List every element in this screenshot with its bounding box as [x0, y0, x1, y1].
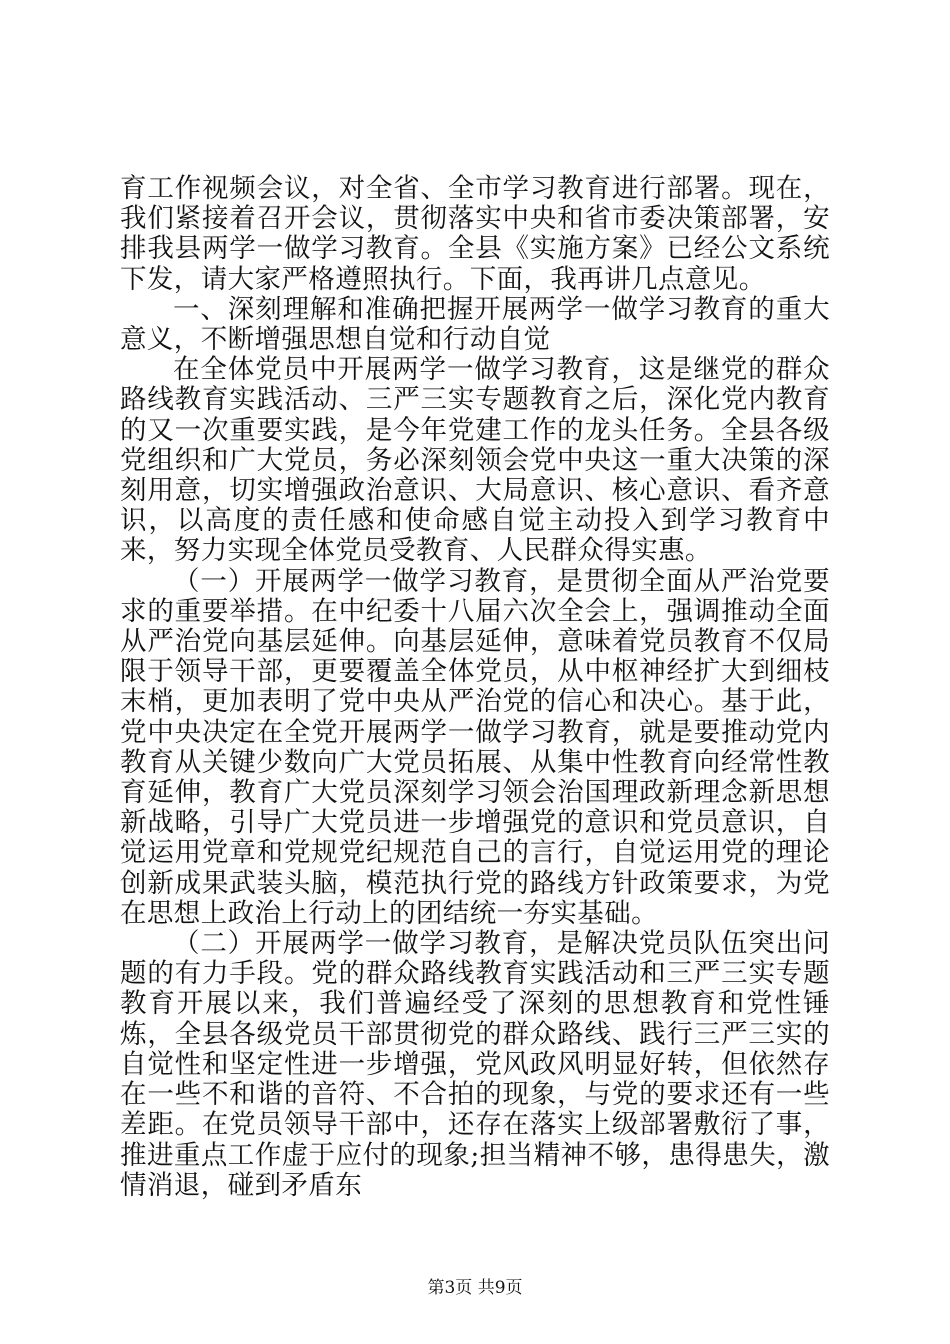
paragraph-2: 在全体党员中开展两学一做学习教育，这是继党的群众路线教育实践活动、三严三实专题教育之后，深化党内教育的又一次重要实践，是今年党建工作的龙头任务。全县各级党组织和广大党员，务必深刻领会党中央这一重大决策的深刻用意，切实增强政治意识、大局意识、核心意识、看齐意识，以高度的责任感和使命感自觉主动投入到学习教育中来，努力实现全体党员受教育、人民群众得实惠。 — [120, 354, 830, 567]
section-heading-1: 一、深刻理解和准确把握开展两学一做学习教育的重大意义，不断增强思想自觉和行动自觉 — [120, 293, 830, 356]
paragraph-3: （一）开展两学一做学习教育，是贯彻全面从严治党要求的重要举措。在中纪委十八届六次全会上，强调推动全面从严治党向基层延伸。向基层延伸，意味着党员教育不仅局限于领导干部，更要覆盖全体党员，从中枢神经扩大到细枝末梢，更加表明了党中央从严治党的信心和决心。基于此，党中央决定在全党开展两学一做学习教育，就是要推动党内教育从关键少数向广大党员拓展、从集中性教育向经常性教育延伸，教育广大党员深刻学习领会治国理政新理念新思想新战略，引导广大党员进一步增强党的意识和党员意识，自觉运用党章和党规党纪规范自己的言行，自觉运用党的理论创新成果武装头脑，模范执行党的路线方针政策要求，为党在思想上政治上行动上的团结统一夯实基础。 — [120, 565, 830, 929]
page-number-footer: 第3页 共9页 — [427, 1278, 523, 1298]
paragraph-4: （二）开展两学一做学习教育，是解决党员队伍突出问题的有力手段。党的群众路线教育实践活动和三严三实专题教育开展以来，我们普遍经受了深刻的思想教育和党性锤炼，全县各级党员干部贯彻党的群众路线、践行三严三实的自觉性和坚定性进一步增强，党风政风明显好转，但依然存在一些不和谐的音符、不合拍的现象，与党的要求还有一些差距。在党员领导干部中，还存在落实上级部署敷衍了事，推进重点工作虚于应付的现象;担当精神不够，患得患失，激情消退，碰到矛盾东 — [120, 928, 830, 1201]
document-body — [120, 174, 830, 1201]
paragraph-1: 育工作视频会议，对全省、全市学习教育进行部署。现在，我们紧接着召开会议，贯彻落实中央和省市委决策部署，安排我县两学一做学习教育。全县《实施方案》已经公文系统下发，请大家严格遵照执行。下面，我再讲几点意见。 — [120, 173, 830, 295]
